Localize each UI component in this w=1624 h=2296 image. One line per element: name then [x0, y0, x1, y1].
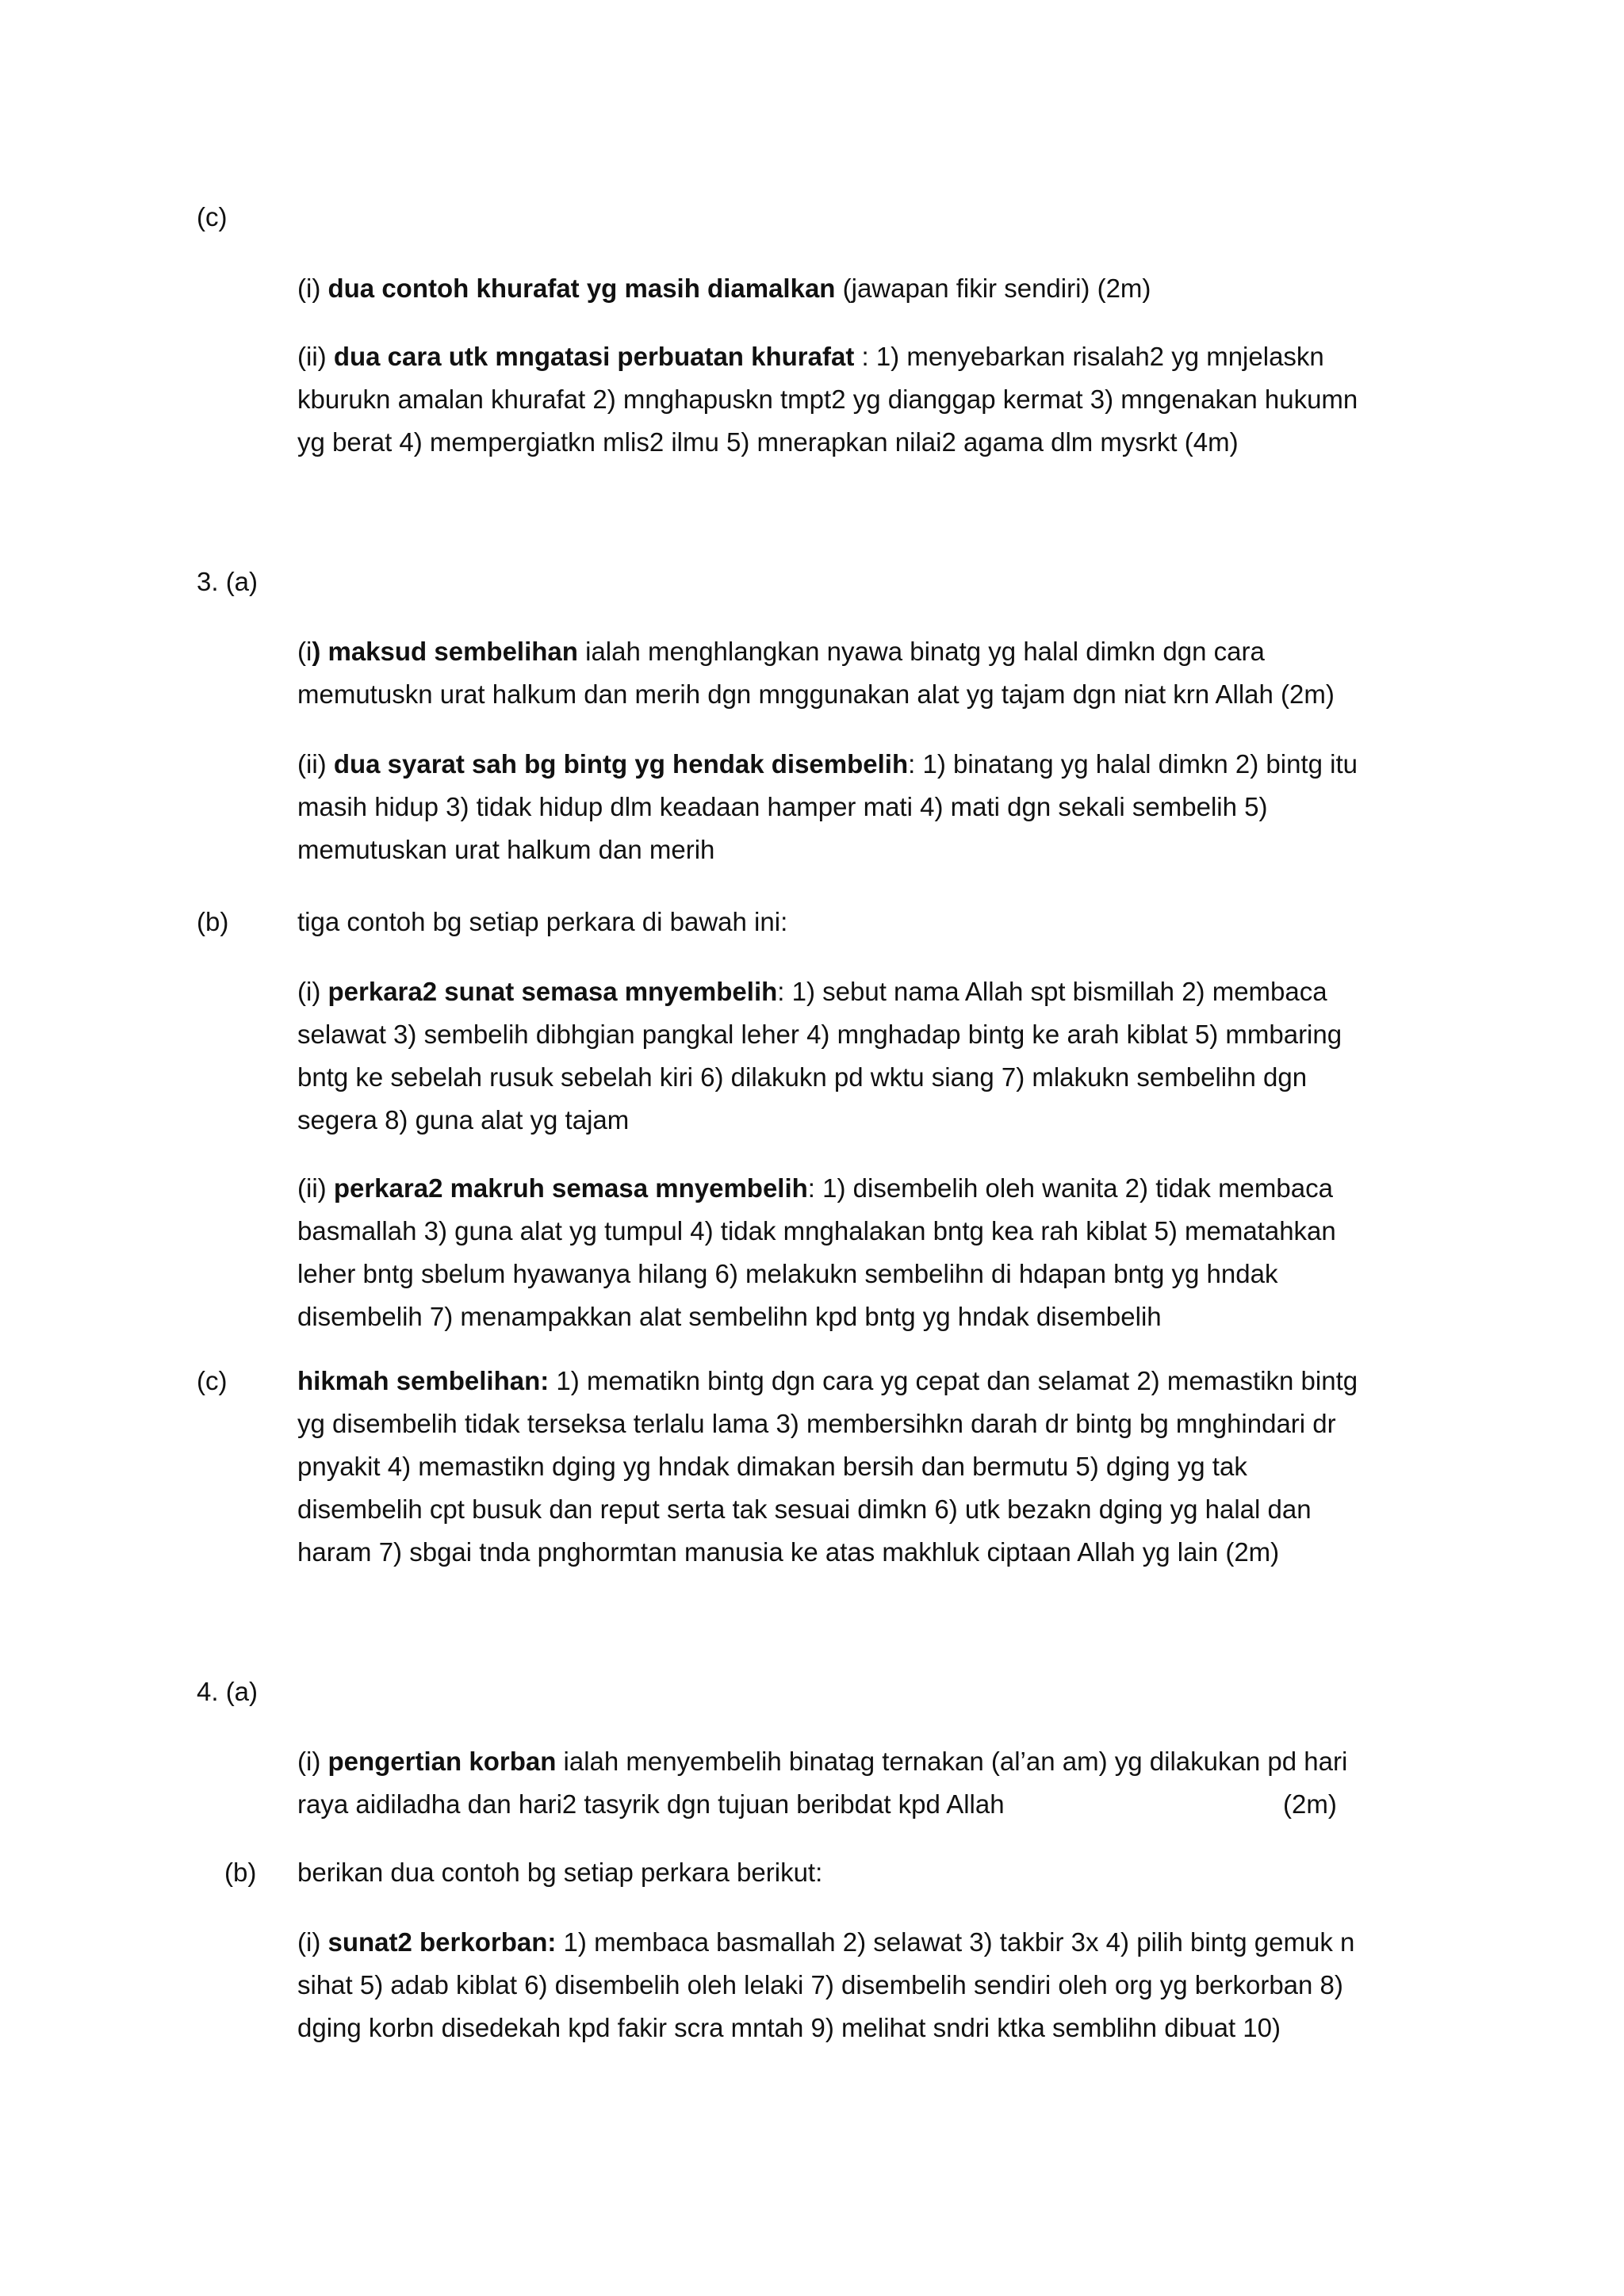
- paragraph-line: memutuskan urat halkum dan merih: [297, 835, 715, 864]
- section-3a-i: [297, 630, 1439, 716]
- paragraph-line: disembelih 7) menampakkan alat sembelihn kpd bntg yg hndak disembelih: [297, 1302, 1162, 1331]
- section-3a-ii: [297, 743, 1439, 871]
- item-text: 1) mematikn bintg dgn cara yg cepat dan selamat 2) memastikn bintg: [549, 1366, 1358, 1395]
- paragraph-line: berikan dua contoh bg setiap perkara berikut:: [297, 1858, 823, 1887]
- section-3b-ii: [297, 1167, 1439, 1338]
- section-4a-i: [297, 1740, 1439, 1826]
- paragraph-line: memutuskn urat halkum dan merih dgn mnggunakan alat yg tajam dgn niat krn Allah (2m): [297, 679, 1335, 709]
- section-3b-intro: [297, 901, 1439, 943]
- paragraph-line: bntg ke sebelah rusuk sebelah kiri 6) dilakukn pd wktu siang 7) mlakukn sembelihn dgn: [297, 1062, 1308, 1092]
- section-4b-intro: [297, 1851, 1439, 1894]
- item-text: (jawapan fikir sendiri) (2m): [835, 274, 1151, 303]
- item-text: ialah menyembelih binatag ternakan (al’an am) yg dilakukan pd hari: [556, 1747, 1348, 1776]
- item-text: : 1) sebut nama Allah spt bismillah 2) membaca: [777, 977, 1327, 1006]
- paragraph-line: segera 8) guna alat yg tajam: [297, 1105, 630, 1135]
- paragraph-line: [297, 1740, 1439, 1783]
- paragraph-line: sihat 5) adab kiblat 6) disembelih oleh lelaki 7) disembelih sendiri oleh org yg berkorban 8): [297, 1970, 1343, 1999]
- item-heading: pengertian korban: [327, 1747, 557, 1776]
- item-heading: perkara2 makruh semasa mnyembelih: [333, 1173, 808, 1203]
- paragraph-line: selawat 3) sembelih dibhgian pangkal leher 4) mnghadap bintg ke arah kiblat 5) mmbaring: [297, 1020, 1342, 1049]
- item-heading: hikmah sembelihan:: [297, 1366, 550, 1395]
- item-text: 1) membaca basmallah 2) selawat 3) takbir 3x 4) pilih bintg gemuk n: [556, 1927, 1355, 1957]
- paragraph-line: dging korbn disedekah kpd fakir scra mntah 9) melihat sndri ktka semblihn dibuat 10): [297, 2013, 1281, 2042]
- item-text: : 1) binatang yg halal dimkn 2) bintg itu: [908, 749, 1358, 779]
- paragraph-line: basmallah 3) guna alat yg tumpul 4) tidak mnghalakan bntg kea rah kiblat 5) mematahkan: [297, 1216, 1336, 1246]
- paragraph-line: [297, 1921, 1439, 1964]
- paragraph-line: [297, 630, 1439, 673]
- section-3b-label: (b): [197, 907, 229, 936]
- section-3c: [297, 1360, 1439, 1574]
- item-heading: dua syarat sah bg bintg yg hendak disembelih: [333, 749, 909, 779]
- item-prefix: (ii): [297, 342, 334, 371]
- paragraph-line: yg disembelih tidak terseksa terlalu lama 3) membersihkn darah dr bintg bg mnghindari dr: [297, 1409, 1336, 1438]
- section-3-label: 3. (a): [197, 567, 259, 596]
- section-4-label: 4. (a): [197, 1677, 259, 1706]
- marks-label: (2m): [1283, 1789, 1337, 1819]
- section-2c-label: (c): [197, 202, 228, 232]
- item-heading: perkara2 sunat semasa mnyembelih: [327, 977, 778, 1006]
- paragraph-line: leher bntg sbelum hyawanya hilang 6) melakukn sembelihn di hdapan bntg yg hndak: [297, 1259, 1278, 1288]
- paragraph-line: haram 7) sbgai tnda pnghormtan manusia ke atas makhluk ciptaan Allah yg lain (2m): [297, 1537, 1280, 1567]
- paragraph-line: pnyakit 4) memastikn dging yg hndak dimakan bersih dan bermutu 5) dging yg tak: [297, 1452, 1247, 1481]
- section-4b-i: [297, 1921, 1439, 2049]
- paragraph-line: [297, 970, 1439, 1013]
- item-heading: dua cara utk mngatasi perbuatan khurafat: [333, 342, 855, 371]
- paragraph-line: [297, 1783, 1439, 1826]
- paragraph-line: [297, 335, 1439, 378]
- item-prefix: (i: [297, 637, 312, 666]
- section-2c-i: [297, 267, 1439, 310]
- section-2c-ii: [297, 335, 1439, 464]
- paragraph-line: disembelih cpt busuk dan reput serta tak sesuai dimkn 6) utk bezakn dging yg halal dan: [297, 1494, 1312, 1524]
- item-prefix: (i): [297, 1747, 328, 1776]
- paragraph-line: masih hidup 3) tidak hidup dlm keadaan hamper mati 4) mati dgn sekali sembelih 5): [297, 792, 1268, 821]
- paragraph-line: [297, 1167, 1439, 1210]
- item-heading: sunat2 berkorban:: [327, 1927, 557, 1957]
- paragraph-line: yg berat 4) mempergiatkn mlis2 ilmu 5) mnerapkan nilai2 agama dlm mysrkt (4m): [297, 427, 1239, 457]
- item-heading: ) maksud sembelihan: [312, 637, 578, 666]
- item-prefix: (ii): [297, 749, 334, 779]
- item-prefix: (i): [297, 274, 328, 303]
- item-heading: dua contoh khurafat yg masih diamalkan: [327, 274, 836, 303]
- section-3b-i: [297, 970, 1439, 1142]
- item-prefix: (ii): [297, 1173, 334, 1203]
- item-text: : 1) disembelih oleh wanita 2) tidak membaca: [807, 1173, 1333, 1203]
- paragraph-line: [297, 743, 1439, 786]
- paragraph-line: [297, 1360, 1439, 1402]
- item-text: : 1) menyebarkan risalah2 yg mnjelaskn: [854, 342, 1324, 371]
- item-prefix: (i): [297, 977, 328, 1006]
- paragraph-line: [297, 267, 1439, 310]
- item-text: ialah menghlangkan nyawa binatg yg halal dimkn dgn cara: [577, 637, 1265, 666]
- paragraph-line: tiga contoh bg setiap perkara di bawah ini:: [297, 907, 788, 936]
- section-4b-label: (b): [224, 1858, 257, 1887]
- item-text: raya aidiladha dan hari2 tasyrik dgn tujuan beribdat kpd Allah: [297, 1789, 1005, 1819]
- paragraph-line: kburukn amalan khurafat 2) mnghapuskn tmpt2 yg dianggap kermat 3) mngenakan hukumn: [297, 385, 1358, 414]
- item-prefix: (i): [297, 1927, 328, 1957]
- section-3c-label: (c): [197, 1366, 228, 1395]
